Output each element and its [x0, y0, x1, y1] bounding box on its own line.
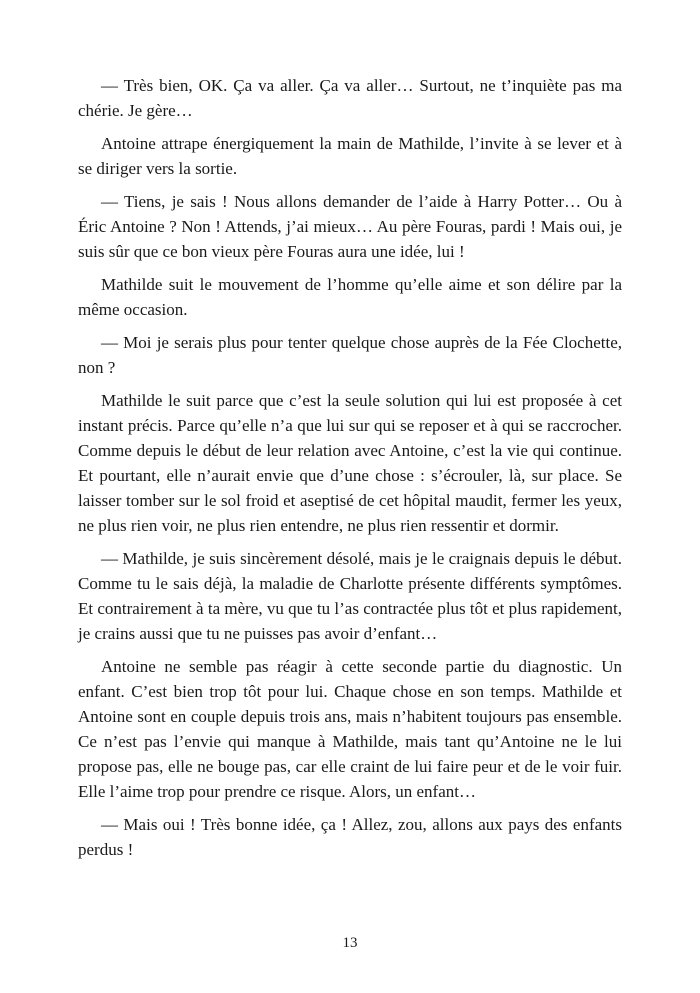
paragraph: — Mais oui ! Très bonne idée, ça ! Allez, zou, allons aux pays des enfants perdus !: [78, 815, 622, 859]
body-text: [78, 73, 622, 870]
paragraph: — Moi je serais plus pour tenter quelque chose auprès de la Fée Clochette, non ?: [78, 333, 622, 377]
paragraph: Mathilde le suit parce que c’est la seule solution qui lui est proposée à cet instant précis. Parce qu’elle n’a que lui sur qui se reposer et à qui se raccrocher. Comme depuis le début de leur relation avec Antoine, c’est la vie qui continue. Et pourtant, elle n’aurait envie que d’une chose : s’écrouler, là, sur place. Se laisser tomber sur le sol froid et aseptisé de cet hôpital maudit, fermer les yeux, ne plus rien voir, ne plus rien entendre, ne plus rien ressentir et dormir.: [78, 391, 622, 535]
paragraph: — Tiens, je sais ! Nous allons demander de l’aide à Harry Potter… Ou à Éric Antoine ? Non ! Attends, j’ai mieux… Au père Fouras, pardi ! Mais oui, je suis sûr que ce bon vieux père Fouras aura une idée, lui !: [78, 192, 622, 261]
paragraph: Antoine attrape énergiquement la main de Mathilde, l’invite à se lever et à se diriger vers la sortie.: [78, 134, 622, 178]
page-number: 13: [342, 935, 358, 951]
paragraph: Mathilde suit le mouvement de l’homme qu’elle aime et son délire par la même occasion.: [78, 275, 622, 319]
paragraph: Antoine ne semble pas réagir à cette seconde partie du diagnostic. Un enfant. C’est bien trop tôt pour lui. Chaque chose en son temps. Mathilde et Antoine sont en couple depuis trois ans, mais n’habitent toujours pas ensemble. Ce n’est pas l’envie qui manque à Mathilde, mais tant qu’Antoine ne le lui propose pas, elle ne bouge pas, car elle craint de lui faire peur et de le voir fuir. Elle l’aime trop pour prendre ce risque. Alors, un enfant…: [78, 657, 622, 801]
paragraph: — Mathilde, je suis sincèrement désolé, mais je le craignais depuis le début. Comme tu le sais déjà, la maladie de Charlotte présente différents symptômes. Et contrairement à ta mère, vu que tu l’as contractée plus tôt et plus rapidement, je crains aussi que tu ne puisses pas avoir d’enfant…: [78, 549, 622, 643]
paragraph: — Très bien, OK. Ça va aller. Ça va aller… Surtout, ne t’inquiète pas ma chérie. Je gère…: [78, 76, 622, 120]
